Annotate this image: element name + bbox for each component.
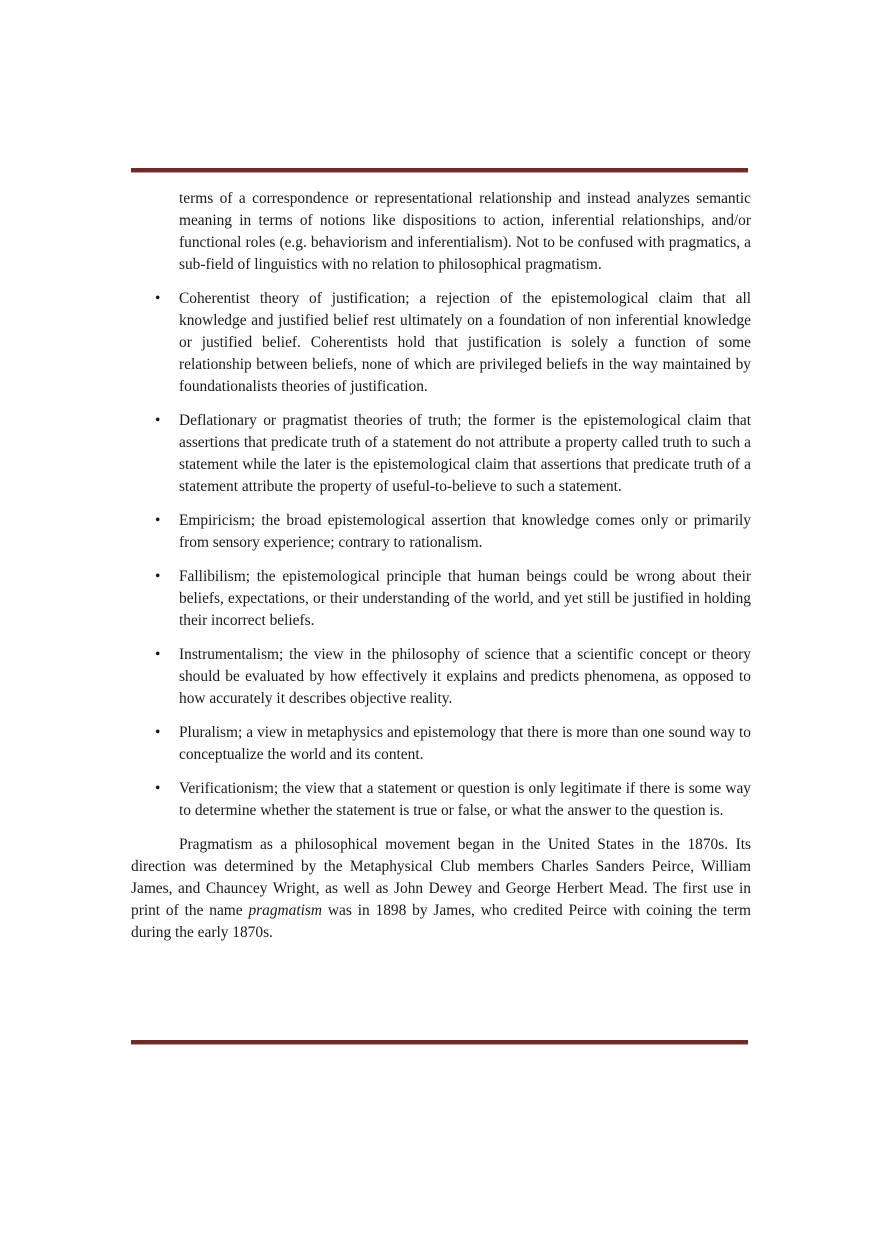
bullet-icon: • xyxy=(155,290,161,307)
list-item-text: Pluralism; a view in metaphysics and epistemology that there is more than one sound way to conceptualize the world and its content. xyxy=(179,724,751,763)
list-item-text: Empiricism; the broad epistemological assertion that knowledge comes only or primarily from sensory experience; contrary to rationalism. xyxy=(179,512,751,551)
list-item-text: Verificationism; the view that a statement or question is only legitimate if there is some way to determine whether the statement is true or false, or what the answer to the question is. xyxy=(179,780,751,819)
bullet-icon: • xyxy=(155,646,161,663)
page-body xyxy=(131,188,751,944)
bullet-icon: • xyxy=(155,512,161,529)
list-item xyxy=(131,510,751,554)
list-item xyxy=(131,644,751,710)
continued-paragraph: terms of a correspondence or representational relationship and instead analyzes semantic meaning in terms of notions like dispositions to action, inferential relationships, and/or functional roles (e.g. behaviorism and inferentialism). Not to be confused with pragmatics, a sub-field of linguistics with no relation to philosophical pragmatism. xyxy=(179,190,751,273)
closing-text-end: was in 1898 by James, who credited Peirce with coining the term during the early 1870s. xyxy=(131,902,751,941)
bullet-icon: • xyxy=(155,568,161,585)
bullet-icon: • xyxy=(155,412,161,429)
list-item-text: Deflationary or pragmatist theories of truth; the former is the epistemological claim that assertions that predicate truth of a statement do not attribute a property called truth to such a statement while the later is the epistemological claim that assertions that predicate truth of a statement attribute the property of useful-to-believe to such a statement. xyxy=(179,412,751,495)
footer-rule xyxy=(131,1040,748,1045)
list-item xyxy=(131,778,751,822)
emphasized-term: pragmatism xyxy=(248,902,323,919)
list-item-text: Coherentist theory of justification; a rejection of the epistemological claim that all knowledge and justified belief rest ultimately on a foundation of non inferential knowledge or justified belief. Coherentists hold that justification is solely a function of some relationship between beliefs, none of which are privileged beliefs in the way maintained by foundationalists theories of justification. xyxy=(179,290,751,395)
list-item xyxy=(131,722,751,766)
list-item xyxy=(131,566,751,632)
list-item xyxy=(131,288,751,398)
list-item xyxy=(131,410,751,498)
bullet-icon: • xyxy=(155,724,161,741)
bullet-list xyxy=(131,288,751,822)
list-item-text: Instrumentalism; the view in the philosophy of science that a scientific concept or theory should be evaluated by how effectively it explains and predicts phenomena, as opposed to how accurately it describes objective reality. xyxy=(179,646,751,707)
closing-paragraph xyxy=(131,834,751,944)
closing-text-start: Pragmatism as a philosophical movement began in the United States in the 1870s. Its direction was determined by the Metaphysical Club members Charles Sanders Peirce, William James, and Chauncey Wright, as well as John Dewey and George Herbert Mead. The first use in print of the name xyxy=(131,836,751,919)
header-rule xyxy=(131,168,748,173)
list-item-text: Fallibilism; the epistemological principle that human beings could be wrong about their beliefs, expectations, or their understanding of the world, and yet still be justified in holding their incorrect beliefs. xyxy=(179,568,751,629)
bullet-icon: • xyxy=(155,780,161,797)
